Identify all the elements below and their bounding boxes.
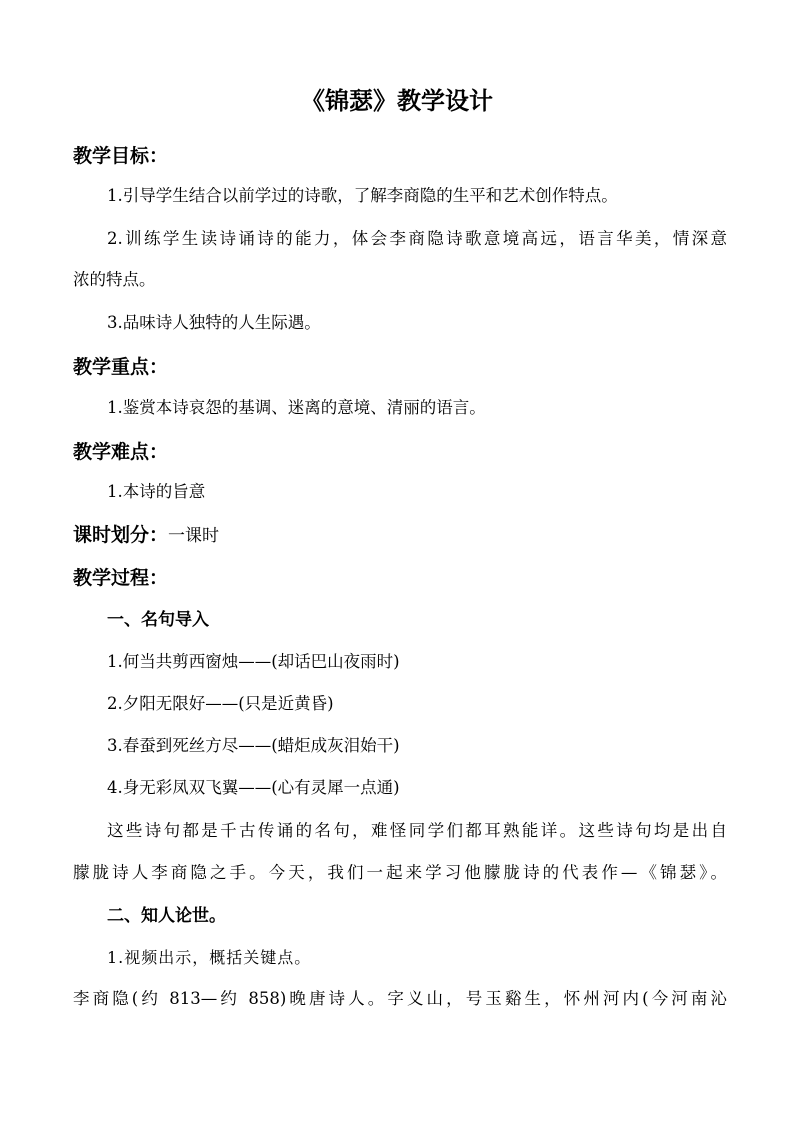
section-2-line-1: 1.视频出示，概括关键点。 <box>107 948 312 967</box>
section-1-line-1: 1.何当共剪西窗烛——(却话巴山夜雨时) <box>107 652 400 671</box>
section-2-paragraph-line-1: 李商隐(约 813—约 858)晚唐诗人。字义山，号玉谿生，怀州河内(今河南沁 <box>73 989 727 1008</box>
key-point-item-1: 1.鉴赏本诗哀怨的基调、迷离的意境、清丽的语言。 <box>107 398 486 417</box>
key-points-heading: 教学重点： <box>73 356 169 378</box>
schedule-value: 一课时 <box>168 526 220 546</box>
process-heading: 教学过程： <box>73 567 169 589</box>
difficulties-heading: 教学难点： <box>73 441 169 463</box>
section-2-heading: 二、知人论世。 <box>107 906 226 926</box>
document-title: 《锦瑟》教学设计 <box>301 87 493 115</box>
schedule-row <box>73 526 219 545</box>
section-1-line-4: 4.身无彩凤双飞翼——(心有灵犀一点通) <box>107 778 400 797</box>
objective-item-3: 3.品味诗人独特的人生际遇。 <box>107 313 321 332</box>
section-1-heading: 一、名句导入 <box>107 610 209 630</box>
schedule-heading: 课时划分： <box>73 524 169 546</box>
section-1-line-2: 2.夕阳无限好——(只是近黄昏) <box>107 694 334 713</box>
section-1-paragraph-line-2: 朦胧诗人李商隐之手。今天，我们一起来学习他朦胧诗的代表作—《锦瑟》。 <box>73 863 727 882</box>
objective-item-2: 2.训练学生读诗诵诗的能力，体会李商隐诗歌意境高远，语言华美，情深意 <box>107 229 727 248</box>
section-1-line-3: 3.春蚕到死丝方尽——(蜡炬成灰泪始干) <box>107 736 400 755</box>
objective-item-2-continued: 浓的特点。 <box>73 270 156 289</box>
objective-item-1: 1.引导学生结合以前学过的诗歌，了解李商隐的生平和艺术创作特点。 <box>107 186 618 205</box>
difficulty-item-1: 1.本诗的旨意 <box>107 482 206 501</box>
section-1-paragraph-line-1: 这些诗句都是千古传诵的名句，难怪同学们都耳熟能详。这些诗句均是出自 <box>107 821 727 840</box>
objectives-heading: 教学目标： <box>73 145 169 167</box>
